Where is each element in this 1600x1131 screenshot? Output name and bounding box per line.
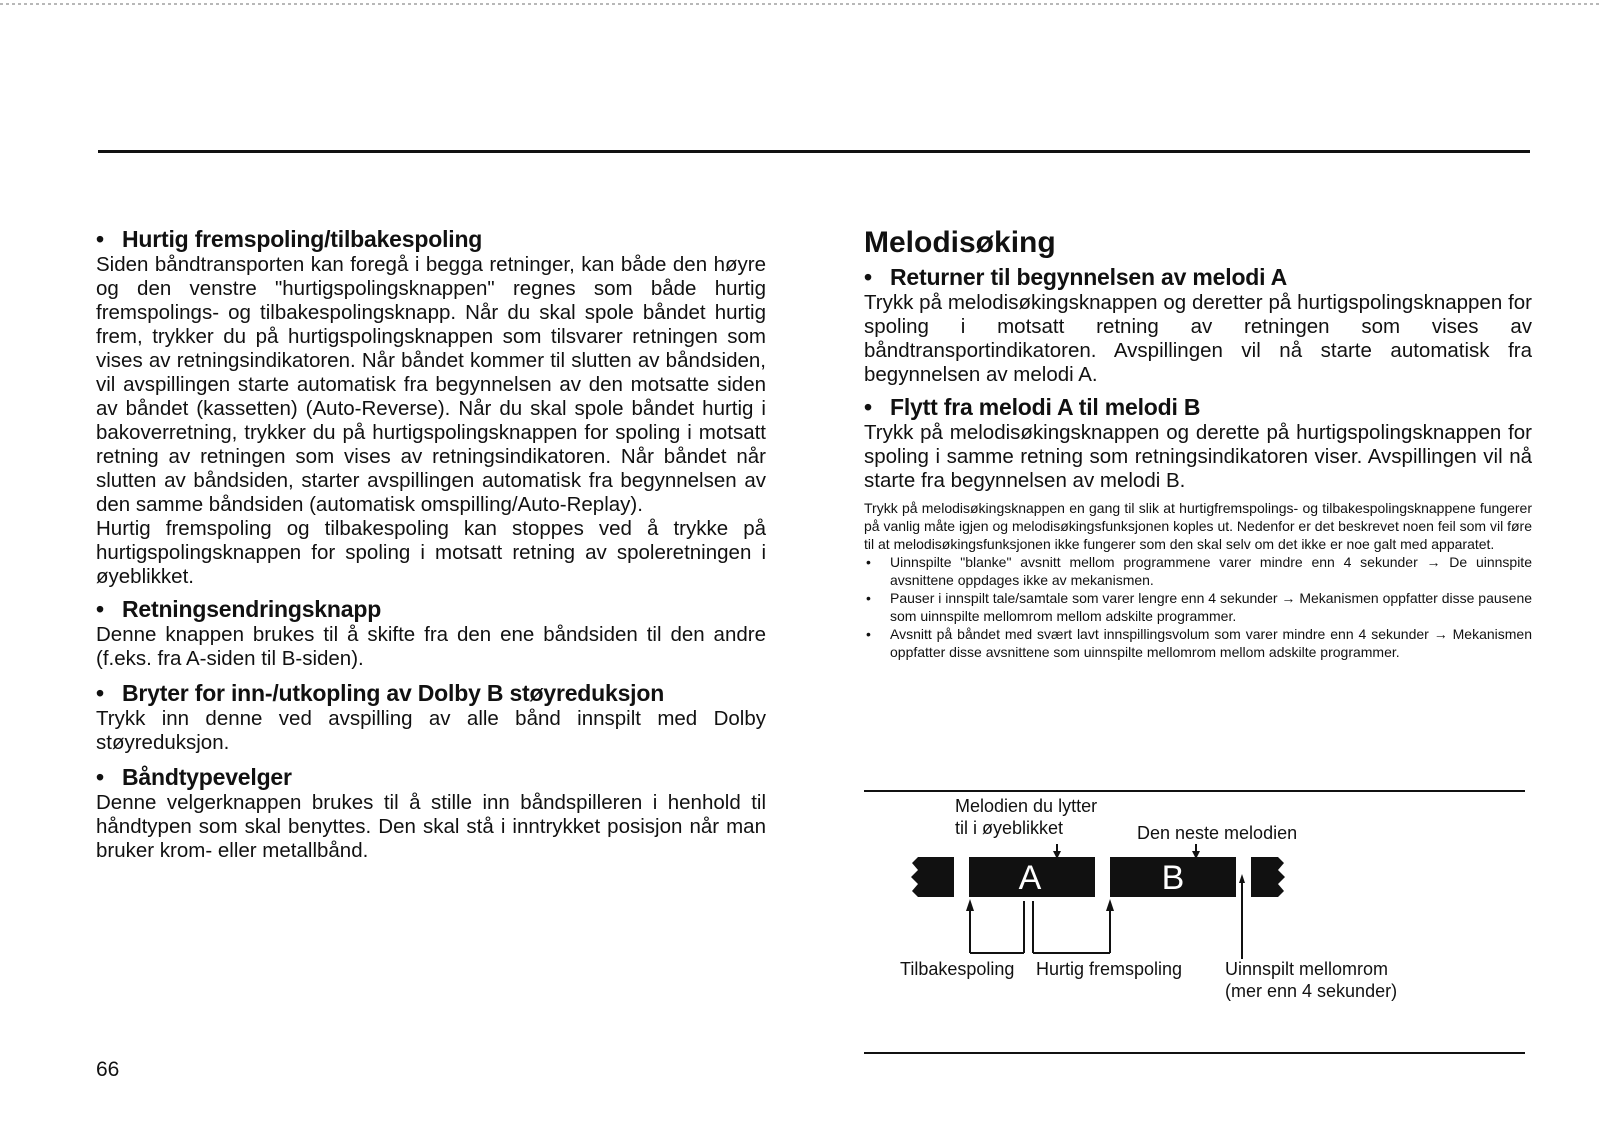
bullet-icon: • bbox=[864, 394, 872, 420]
label-blank-gap: Uinnspilt mellomrom (mer enn 4 sekunder) bbox=[1225, 959, 1398, 1001]
track-b-label: B bbox=[1161, 859, 1185, 897]
tape-torn-edge bbox=[1278, 857, 1285, 897]
paragraph: Trykk på melodisøkingsknappen og derette på hurtigspolingsknappen for spoling i samme retning som retningsindikatoren viser. Avspillingen vil nå starte fra begynnelsen av melodi B. bbox=[864, 421, 1532, 492]
left-column bbox=[96, 225, 766, 863]
tape-torn-edge bbox=[911, 857, 918, 897]
paragraph: Trykk på melodisøkingsknappen og deretter på hurtigspolingsknappen for spoling i motsatt retning av retningen som vises av båndtransportindikatoren. Avspillingen vil nå starte automatisk fra begynnelsen av melodi A. bbox=[864, 291, 1532, 386]
note-list bbox=[864, 553, 1532, 661]
up-arrow-icon bbox=[966, 899, 974, 953]
blank-gap bbox=[1095, 857, 1110, 897]
diagram-top-rule bbox=[864, 790, 1525, 792]
paragraph: Denne velgerknappen brukes til å stille inn båndspilleren i henhold til håndtypen som skal benyttes. Den skal stå i inntrykket posisjon når man bruker krom- eller metallbånd. bbox=[96, 791, 766, 862]
right-column bbox=[864, 225, 1532, 661]
section-heading: • Retningsendringsknapp bbox=[96, 596, 382, 622]
top-rule bbox=[98, 150, 1530, 153]
paragraph: Siden båndtransporten kan foregå i begga retninger, kan både den høyre og den venstre "hurtigspolingsknappen" regnes som både hurtig fremspolings- og tilbakespolingsknapp. Når du skal spole båndet hurtig frem, trykker du på hurtigspolingsknappen som tilsvarer retningen som vises av retningsindikatoren. Når båndet kommer til slutten av båndsiden, vil avspillingen starte automatisk fra begynnelsen av den motsatte siden av båndet (kassetten) (Auto-Reverse). Når du skal spole båndet hurtig i bakoverretning, trykker du på hurtigspolingsknappen for spoling i motsatt retning av retningen som vises av retningsindikatoren. Når båndet når slutten av båndsiden, starter avspillingen automatisk fra begynnelsen av den samme båndsiden (automatisk omspilling/Auto-Replay). bbox=[96, 253, 766, 516]
paragraph: Denne knappen brukes til å skifte fra den ene båndsiden til den andre (f.eks. fra A-siden til B-siden). bbox=[96, 623, 766, 670]
bullet-icon: • bbox=[96, 226, 104, 252]
list-item: • Uinnspilte "blanke" avsnitt mellom programmene varer mindre enn 4 sekunder → De uinnspite avsnittene oppdages ikke av mekanismen. bbox=[864, 553, 1532, 589]
section-heading: • Flytt fra melodi A til melodi B bbox=[864, 394, 1201, 420]
paragraph: Trykk inn denne ved avspilling av alle bånd innspilt med Dolby støyreduksjon. bbox=[96, 707, 766, 754]
label-current-song: Melodien du lytter til i øyeblikket bbox=[955, 796, 1098, 838]
section-heading: • Returner til begynnelsen av melodi A bbox=[864, 264, 1288, 290]
section-heading: • Bryter for inn-/utkopling av Dolby B støyreduksjon bbox=[96, 680, 665, 706]
list-item: • Avsnitt på båndet med svært lavt innspillingsvolum som varer mindre enn 4 sekunder → Mekanismen oppfatter disse avsnittene som uinnspilte mellomrom mellom adskilte programmer. bbox=[864, 625, 1532, 661]
bullet-icon: • bbox=[864, 264, 872, 290]
bullet-icon: • bbox=[96, 680, 104, 706]
bullet-icon: • bbox=[96, 764, 104, 790]
section-heading: • Hurtig fremspoling/tilbakespoling bbox=[96, 226, 483, 252]
blank-gap bbox=[1236, 857, 1251, 897]
bullet-icon: • bbox=[96, 596, 104, 622]
tape-diagram bbox=[900, 795, 1600, 1015]
label-next-song: Den neste melodien bbox=[1137, 823, 1298, 843]
blank-gap bbox=[954, 857, 969, 897]
list-item: • Pauser i innspilt tale/samtale som varer lengre enn 4 sekunder → Mekanismen oppfatter disse pausene som uinnspilte mellomrom mellom adskilte programmer. bbox=[864, 589, 1532, 625]
page-number: 66 bbox=[96, 1058, 120, 1081]
paragraph: Hurtig fremspoling og tilbakespoling kan stoppes ved å trykke på hurtigspolingsknappen for spoling i motsatt retning av spoleretningen i øyeblikket. bbox=[96, 517, 766, 588]
diagram-bottom-rule bbox=[864, 1052, 1525, 1054]
section-heading: • Båndtypevelger bbox=[96, 764, 292, 790]
down-arrow-icon bbox=[1192, 844, 1200, 859]
down-arrow-icon bbox=[1053, 844, 1061, 859]
label-fast-forward: Hurtig fremspoling bbox=[1036, 959, 1183, 979]
up-arrow-icon bbox=[1106, 899, 1114, 953]
note-text: Trykk på melodisøkingsknappen en gang til slik at hurtigfremspolings- og tilbakespolingsknappene fungerer på vanlig måte igjen og melodisøkingsfunksjonen koples ut. Nedenfor er det beskrevet noen feil som vil føre til at melodisøkingsfunksjonen ikke fungerer som den skal selv om det ikke er noe galt med apparatet. bbox=[864, 500, 1532, 552]
page-title: Melodisøking bbox=[864, 226, 1056, 259]
track-a-label: A bbox=[1018, 859, 1042, 897]
scan-edge bbox=[0, 3, 1600, 5]
label-rewind: Tilbakespoling bbox=[900, 959, 1015, 979]
